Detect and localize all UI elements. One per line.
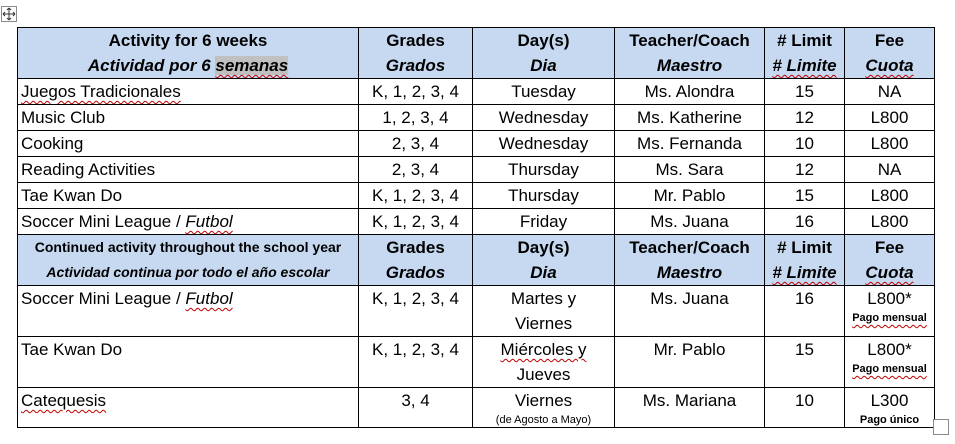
fee-cell: L800 [845,209,935,235]
day-note: (de Agosto a Mayo) [495,414,592,426]
grades-cell: 2, 3, 4 [359,131,473,157]
fee-cell: NA [845,157,935,183]
day-cell: Martes y Viernes [473,286,615,337]
header-limit: # Limit # Limite [765,235,845,286]
teacher-cell: Ms. Mariana [615,388,765,428]
fee-cell: NA [845,79,935,105]
fee-note: Pago mensual [852,312,927,324]
teacher-cell: Ms. Alondra [615,79,765,105]
day-cell: Friday [473,209,615,235]
table-row [18,388,935,428]
activity-cell: Tae Kwan Do [18,183,359,209]
fee-cell: L300 Pago único [845,388,935,428]
limit-cell: 16 [765,209,845,235]
header-day: Day(s) Dia [473,235,615,286]
teacher-cell: Mr. Pablo [615,183,765,209]
activity-cell: Reading Activities [18,157,359,183]
activity-cell: Catequesis [18,388,359,428]
fee-cell: L800 [845,105,935,131]
header-grades: Grades Grados [359,28,473,79]
grades-cell: K, 1, 2, 3, 4 [359,79,473,105]
day-cell: Viernes (de Agosto a Mayo) [473,388,615,428]
limit-cell: 12 [765,105,845,131]
day-cell: Miércoles y Jueves [473,337,615,388]
activity-cell: Music Club [18,105,359,131]
limit-cell: 15 [765,79,845,105]
header-day: Day(s) Dia [473,28,615,79]
limit-cell: 10 [765,131,845,157]
table-row [18,337,935,388]
teacher-cell: Ms. Fernanda [615,131,765,157]
grades-cell: 1, 2, 3, 4 [359,105,473,131]
day-cell: Thursday [473,157,615,183]
header-limit: # Limit # Limite [765,28,845,79]
activity-cell: Soccer Mini League / Futbol [18,286,359,337]
header-row-continued [18,235,935,286]
table-move-handle-icon[interactable] [1,6,17,22]
limit-cell: 10 [765,388,845,428]
header-grades: Grades Grados [359,235,473,286]
day-cell: Tuesday [473,79,615,105]
activity-cell: Tae Kwan Do [18,337,359,388]
fee-cell: L800 [845,183,935,209]
fee-cell: L800* Pago mensual [845,286,935,337]
table-row [18,105,935,131]
grades-cell: K, 1, 2, 3, 4 [359,183,473,209]
header-activity-continued: Continued activity throughout the school year Actividad continua por todo el año escolar [18,235,359,286]
table-row [18,79,935,105]
activity-cell: Cooking [18,131,359,157]
limit-cell: 15 [765,337,845,388]
fee-cell: L800 [845,131,935,157]
fee-cell: L800* Pago mensual [845,337,935,388]
table-row [18,131,935,157]
table-row [18,183,935,209]
grades-cell: K, 1, 2, 3, 4 [359,209,473,235]
teacher-cell: Ms. Juana [615,286,765,337]
grades-cell: K, 1, 2, 3, 4 [359,286,473,337]
limit-cell: 16 [765,286,845,337]
grades-cell: 2, 3, 4 [359,157,473,183]
grades-cell: 3, 4 [359,388,473,428]
table-row [18,157,935,183]
header-activity-es: Actividad por 6 [87,56,216,75]
fee-note: Pago mensual [852,363,927,375]
teacher-cell: Ms. Katherine [615,105,765,131]
teacher-cell: Mr. Pablo [615,337,765,388]
table-row [18,209,935,235]
teacher-cell: Ms. Juana [615,209,765,235]
header-fee: Fee Cuota [845,28,935,79]
day-cell: Wednesday [473,131,615,157]
limit-cell: 15 [765,183,845,209]
header-activity-es-word: semanas [215,56,289,75]
fee-note: Pago único [859,414,920,426]
header-teacher: Teacher/Coach Maestro [615,235,765,286]
activity-cell: Juegos Tradicionales [18,79,359,105]
table-resize-handle-icon[interactable] [933,419,949,435]
table-row [18,286,935,337]
teacher-cell: Ms. Sara [615,157,765,183]
day-cell: Wednesday [473,105,615,131]
header-fee: Fee Cuota [845,235,935,286]
header-teacher: Teacher/Coach Maestro [615,28,765,79]
header-activity: Activity for 6 weeks Actividad por 6 semanas [18,28,359,79]
activities-table [17,27,935,428]
day-cell: Thursday [473,183,615,209]
grades-cell: K, 1, 2, 3, 4 [359,337,473,388]
header-row-6weeks [18,28,935,79]
activity-cell: Soccer Mini League / Futbol [18,209,359,235]
limit-cell: 12 [765,157,845,183]
